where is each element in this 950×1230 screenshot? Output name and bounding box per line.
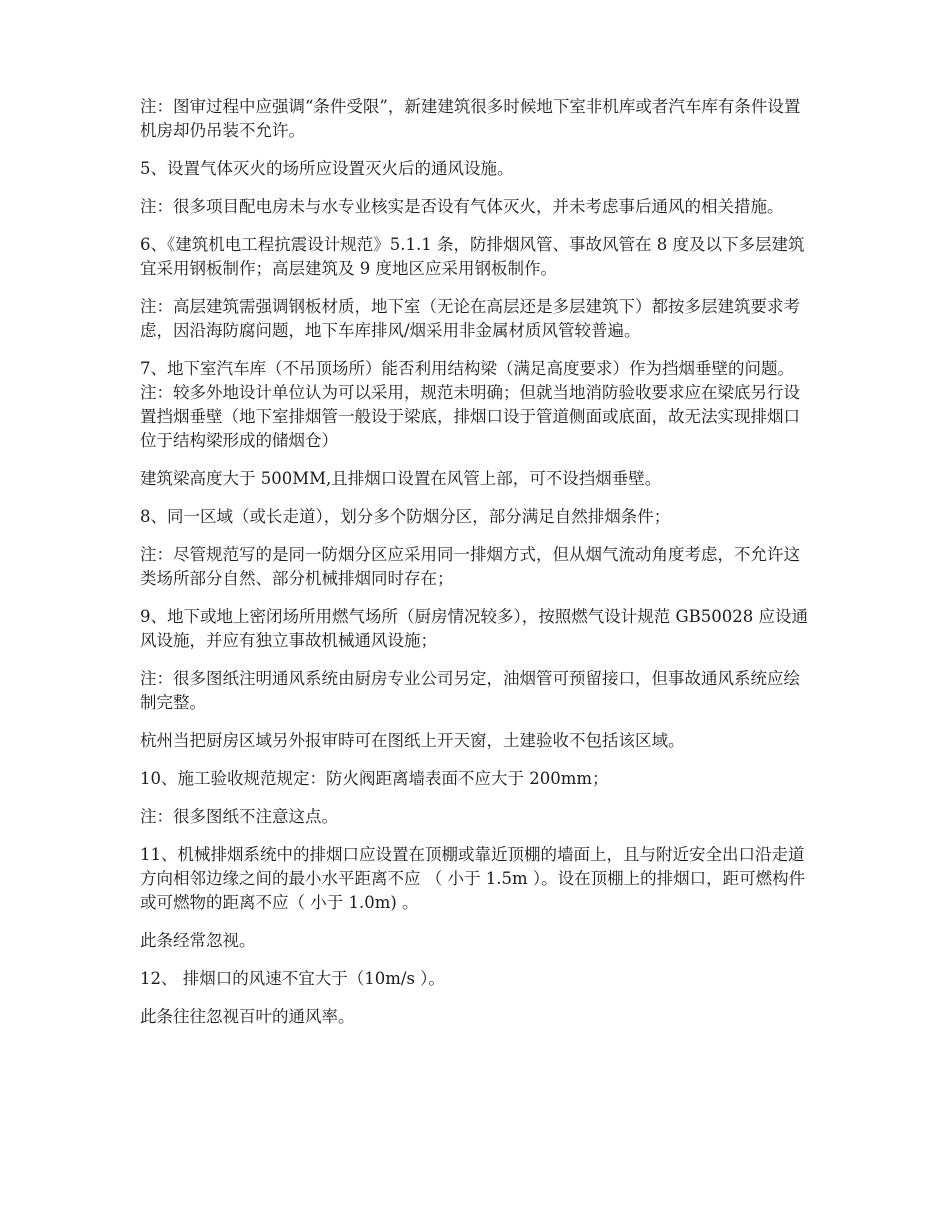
document-page	[140, 95, 812, 1043]
item-paragraph: 6、《建筑机电工程抗震设计规范》5.1.1 条，防排烟风管、事故风管在 8 度及以下多层建筑宜采用钢板制作；高层建筑及 9 度地区应采用钢板制作。	[140, 235, 805, 278]
note-paragraph: 注：图审过程中应强调“条件受限”，新建建筑很多时候地下室非机库或者汽车库有条件设置机房却仍吊装不允许。	[140, 97, 801, 140]
item-paragraph: 10、施工验收规范规定：防火阀距离墙表面不应大于 200mm；	[140, 769, 609, 788]
note-paragraph: 注：很多图纸注明通风系统由厨房专业公司另定，油烟管可预留接口，但事故通风系统应绘制完整。	[140, 669, 800, 712]
text-paragraph: 建筑梁高度大于 500MM,且排烟口设置在风管上部，可不设挡烟垂壁。	[140, 469, 662, 488]
text-paragraph: 此条经常忽视。	[140, 931, 256, 950]
item-paragraph: 8、同一区域（或长走道），划分多个防烟分区，部分满足自然排烟条件；	[140, 507, 671, 526]
note-paragraph: 注：尽管规范写的是同一防烟分区应采用同一排烟方式，但从烟气流动角度考虑，不允许这类场所部分自然、部分机械排烟同时存在；	[140, 545, 800, 588]
item-paragraph: 7、地下室汽车库（不吊顶场所）能否利用结构梁（满足高度要求）作为挡烟垂壁的问题。 注：较多外地设计单位认为可以采用，规范未明确；但就当地消防验收要求应在梁底另行设置挡烟垂壁（地下室排烟管一般设于梁底，排烟口设于管道侧面或底面，故无法实现排烟口位于结构梁形成的储烟仓）	[140, 359, 800, 450]
item-paragraph: 5、设置气体灭火的场所应设置灭火后的通风设施。	[140, 159, 514, 178]
note-paragraph: 注：很多项目配电房未与水专业核实是否设有气体灭火，并未考虑事后通风的相关措施。	[140, 197, 784, 216]
item-paragraph: 11、机械排烟系统中的排烟口应设置在顶棚或靠近顶棚的墙面上，且与附近安全出口沿走道方向相邻边缘之间的最小水平距离不应 （ 小于 1.5m ）。设在顶棚上的排烟口，距可燃构件或可燃物的距离不应（ 小于 1.0m) 。	[140, 845, 806, 912]
text-paragraph: 此条往往忽视百叶的通风率。	[140, 1007, 355, 1026]
text-paragraph: 杭州当把厨房区域另外报审時可在图纸上开天窗，土建验收不包括该区域。	[140, 731, 685, 750]
note-paragraph: 注：很多图纸不注意这点。	[140, 807, 338, 826]
item-paragraph: 9、地下或地上密闭场所用燃气场所（厨房情况较多），按照燃气设计规范 GB50028 应设通风设施，并应有独立事故机械通风设施；	[140, 607, 809, 650]
item-paragraph: 12、 排烟口的风速不宜大于（10m/s ）。	[140, 969, 445, 988]
note-paragraph: 注：高层建筑需强调钢板材质，地下室（无论在高层还是多层建筑下）都按多层建筑要求考虑，因沿海防腐问题，地下车库排风/烟采用非金属材质风管较普遍。	[140, 297, 800, 340]
